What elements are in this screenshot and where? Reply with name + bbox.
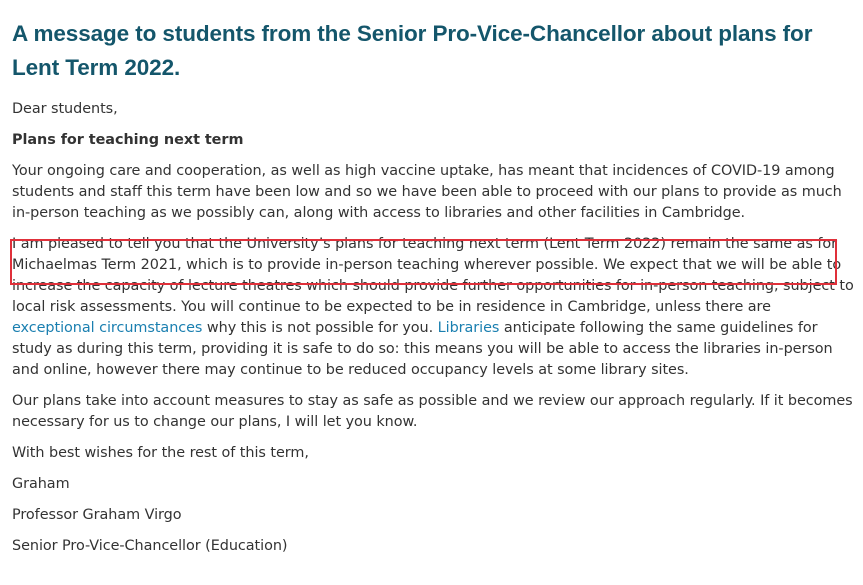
signature-role: Senior Pro-Vice-Chancellor (Education) bbox=[12, 538, 288, 554]
exceptional-circumstances-link[interactable]: exceptional circumstances bbox=[12, 320, 203, 336]
paragraph-plans-text-a: I am pleased to tell you that the University’s plans for teaching next term (Lent Term 2022) remain the same as for Michaelmas Term 2021, which is to provide in-person teaching wherever possible. We expect that we will be able to increase the capacity of lecture theatres which should provide further opportunities for in-person teaching, subject to local risk assessments. You will continue to be expected to be in residence in Cambridge, unless there are bbox=[12, 236, 854, 315]
section-heading: Plans for teaching next term bbox=[12, 132, 244, 148]
paragraph-plans-text-c: anticipate following the same guidelines for study as during this term, providing it is safe to do so: this means you will be able to access the libraries in-person and online, however there may continue to be reduced occupancy levels at some library sites. bbox=[12, 320, 833, 378]
article bbox=[12, 0, 857, 557]
salutation: Dear students, bbox=[12, 101, 118, 117]
signature-first-name: Graham bbox=[12, 476, 70, 492]
paragraph-plans-text-b: why this is not possible for you. bbox=[202, 320, 438, 336]
signature-full-name: Professor Graham Virgo bbox=[12, 507, 182, 523]
closing-line: With best wishes for the rest of this term, bbox=[12, 445, 309, 461]
page-title: A message to students from the Senior Pro-Vice-Chancellor about plans for Lent Term 2022. bbox=[12, 21, 813, 80]
libraries-link[interactable]: Libraries bbox=[437, 320, 500, 336]
paragraph-intro: Your ongoing care and cooperation, as well as high vaccine uptake, has meant that incidences of COVID-19 among students and staff this term have been low and so we have been able to proceed with our plans to provide as much in-person teaching as we possibly can, along with access to libraries and other facilities in Cambridge. bbox=[12, 163, 842, 221]
paragraph-plans bbox=[12, 234, 857, 381]
paragraph-safety: Our plans take into account measures to stay as safe as possible and we review our approach regularly. If it becomes necessary for us to change our plans, I will let you know. bbox=[12, 393, 853, 430]
